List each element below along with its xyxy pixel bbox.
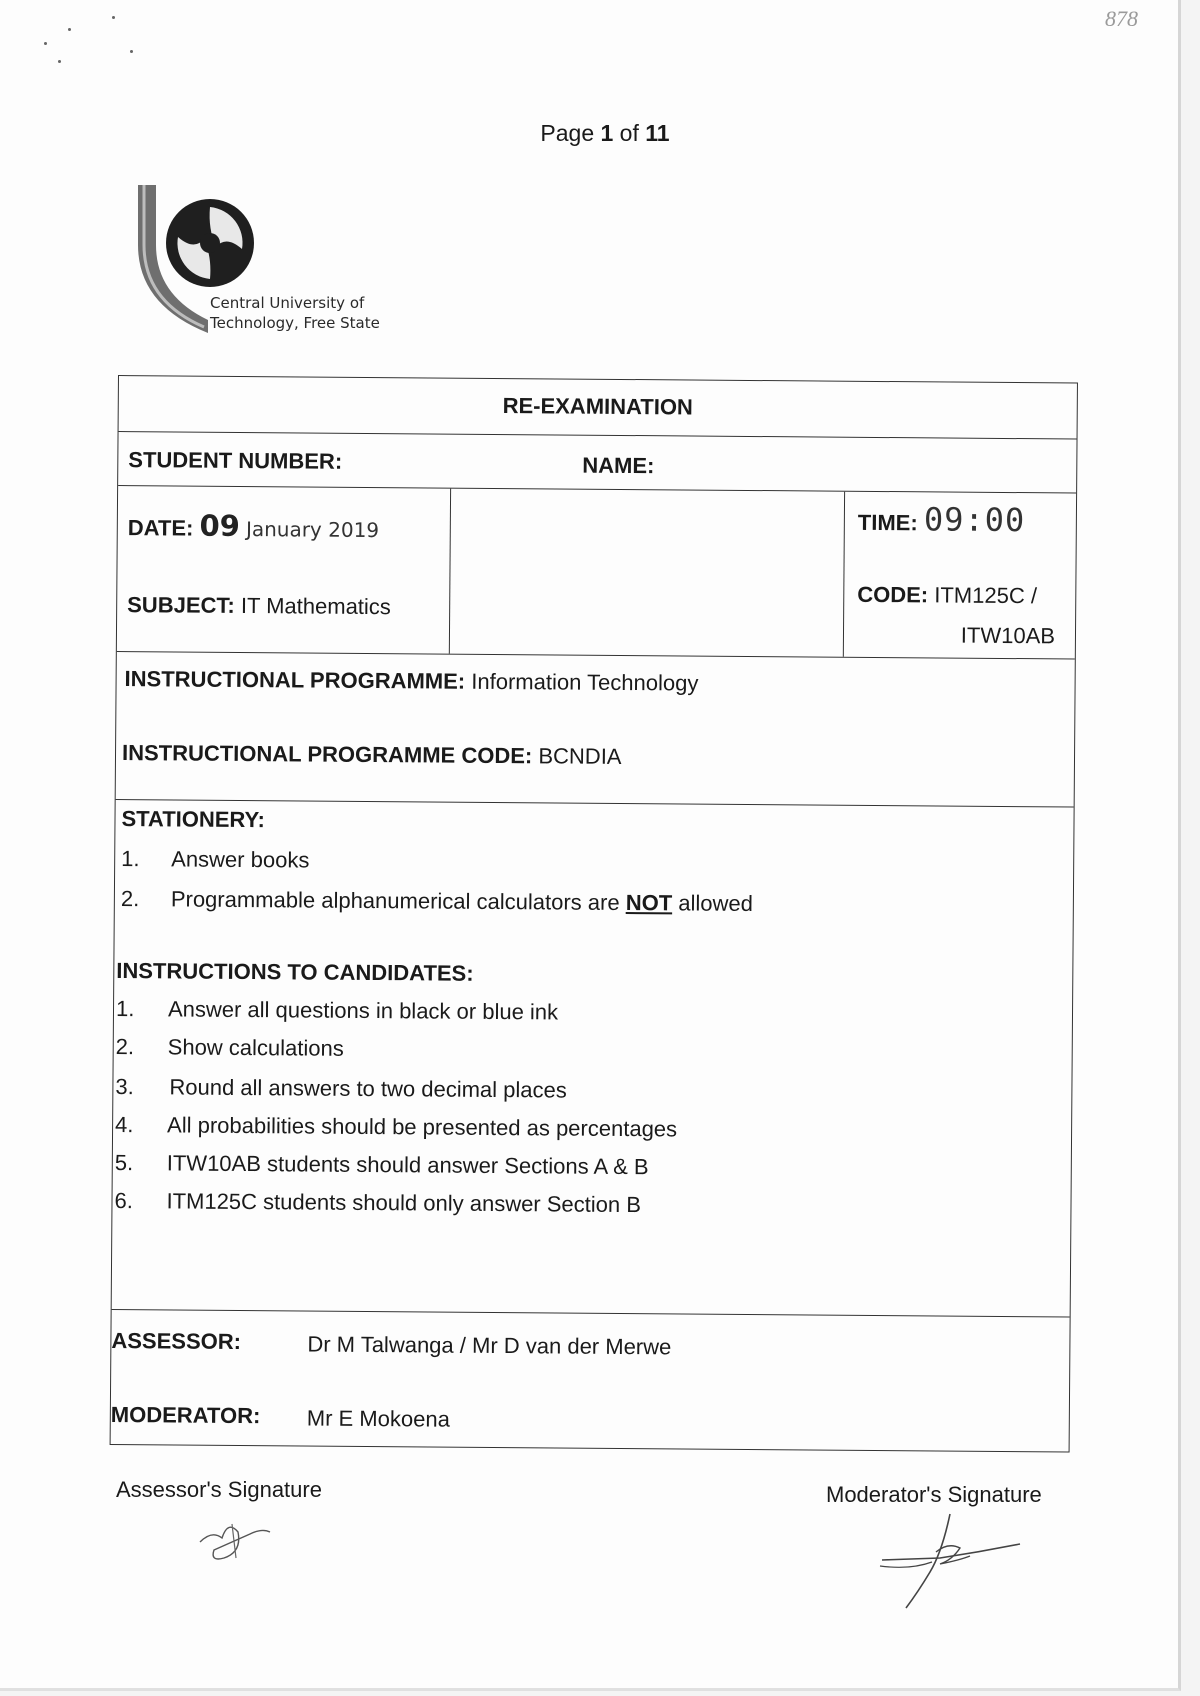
item-text: All probabilities should be presented as percentages — [167, 1112, 678, 1142]
name-label: NAME: — [582, 452, 655, 479]
time-value-handwritten: 09:00 — [923, 500, 1026, 540]
item-number: 4. — [115, 1112, 134, 1138]
programme-code-value: BCNDIA — [538, 743, 622, 769]
cell-divider — [843, 492, 845, 657]
item-number: 3. — [115, 1074, 134, 1100]
page-prefix: Page — [540, 120, 601, 146]
item-number: 1. — [115, 996, 135, 1022]
item-text-before: Programmable alphanumerical calculators are — [170, 886, 626, 916]
university-logo — [138, 185, 398, 335]
item-number: 2. — [120, 886, 140, 912]
programme-label: INSTRUCTIONAL PROGRAMME: — [124, 666, 466, 694]
date-label: DATE: — [127, 515, 194, 541]
code-label: CODE: — [857, 581, 929, 608]
programme-field — [125, 666, 699, 697]
page-total: 11 — [645, 120, 670, 146]
exam-title: RE-EXAMINATION — [502, 393, 693, 420]
code-value-1: ITM125C / — [934, 582, 1038, 609]
stationery-instructions-row — [112, 800, 1074, 1318]
item-text: Answer all questions in black or blue ink — [167, 996, 559, 1025]
student-number-row — [118, 432, 1076, 494]
subject-field — [127, 592, 391, 620]
programme-value: Information Technology — [471, 668, 699, 696]
subject-value: IT Mathematics — [240, 592, 391, 620]
stationery-heading: STATIONERY: — [121, 806, 266, 833]
item-number: 1. — [121, 846, 140, 872]
item-text: Show calculations — [167, 1034, 344, 1061]
date-field — [128, 508, 380, 544]
programme-row — [116, 652, 1075, 808]
staff-row — [111, 1310, 1070, 1454]
student-number-label: STUDENT NUMBER: — [128, 447, 343, 474]
item-number: 2. — [115, 1034, 135, 1060]
assessor-signature-label: Assessor's Signature — [116, 1477, 322, 1502]
subject-label: SUBJECT: — [127, 592, 235, 618]
moderator-signature-label: Moderator's Signature — [826, 1482, 1042, 1507]
moderator-signature-icon — [870, 1512, 1040, 1612]
assessor-label: ASSESSOR: — [111, 1327, 242, 1354]
instructions-heading: INSTRUCTIONS TO CANDIDATES: — [116, 958, 474, 986]
date-day-handwritten: 09 — [199, 508, 241, 543]
programme-code-label: INSTRUCTIONAL PROGRAMME CODE: — [121, 740, 533, 769]
item-number: 6. — [114, 1187, 133, 1214]
item-text-emphasis: NOT — [625, 890, 673, 916]
code-field — [857, 582, 1037, 609]
item-text: Answer books — [171, 846, 310, 873]
item-text: Round all answers to two decimal places — [169, 1074, 567, 1103]
page-current: 1 — [600, 120, 614, 146]
university-name: Central University of Technology, Free State — [210, 294, 380, 332]
moderator-value: Mr E Mokoena — [306, 1405, 450, 1432]
page-number-header — [0, 120, 1181, 147]
item-text: ITM125C students should only answer Section B — [166, 1188, 642, 1218]
moderator-label: MODERATOR: — [110, 1401, 261, 1429]
assessor-signature-icon — [192, 1512, 292, 1572]
page-of: of — [613, 120, 646, 146]
cell-divider — [449, 489, 451, 654]
programme-code-field — [122, 740, 622, 770]
date-month-year: January 2019 — [245, 517, 380, 543]
item-number: 5. — [114, 1149, 134, 1176]
code-value-2: ITW10AB — [960, 622, 1056, 649]
item-text — [171, 886, 753, 917]
title-row — [119, 376, 1077, 440]
assessor-value: Dr M Talwanga / Mr D van der Merwe — [307, 1331, 672, 1360]
time-field — [858, 500, 1026, 539]
corner-handwritten-mark: 878 — [1105, 6, 1138, 31]
item-text: ITW10AB students should answer Sections A & B — [166, 1150, 649, 1180]
exam-details-table — [110, 375, 1078, 1453]
item-text-after: allowed — [672, 890, 754, 917]
date-subject-row — [117, 486, 1076, 660]
time-label: TIME: — [857, 509, 918, 536]
